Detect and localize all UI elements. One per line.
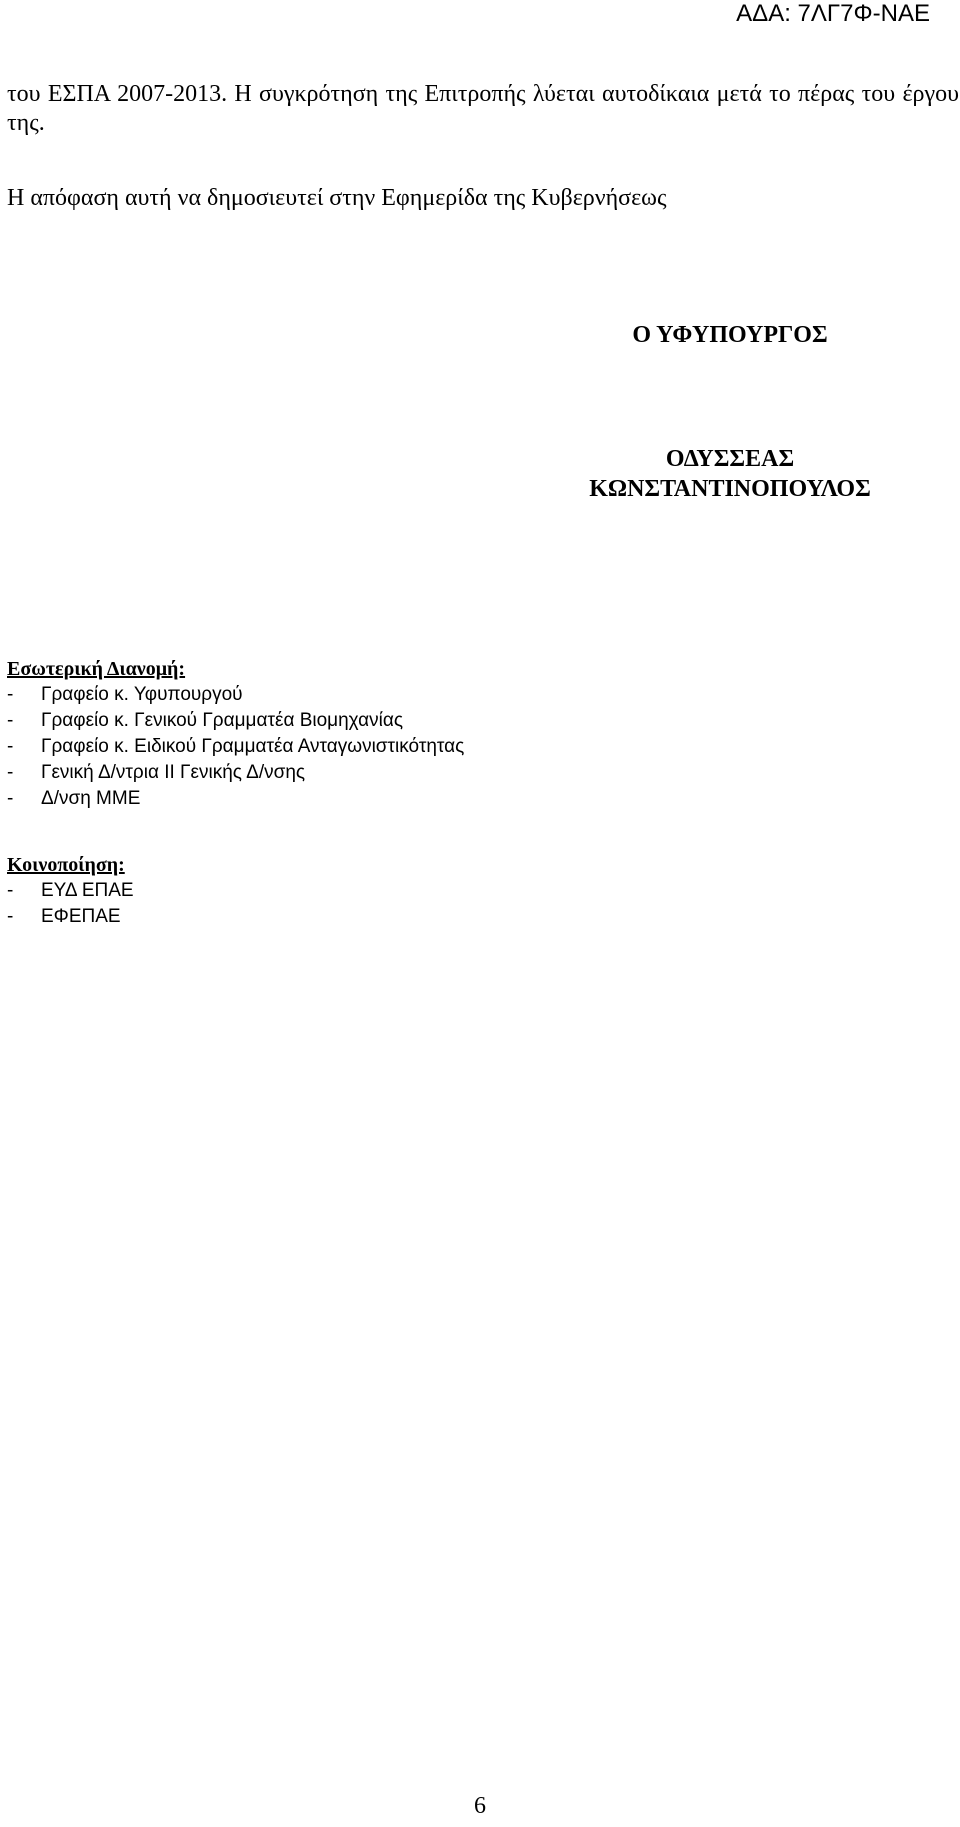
bullet-dash: - (7, 788, 14, 809)
bullet-dash: - (7, 762, 14, 783)
page-number: 6 (474, 1793, 486, 1819)
list-item (7, 734, 464, 760)
internal-distribution-heading: Εσωτερική Διανομή: (7, 658, 186, 680)
list-item-text: ΕΦΕΠΑΕ (41, 906, 121, 927)
list-item (7, 904, 134, 930)
list-item-text: ΕΥΔ ΕΠΑΕ (41, 880, 134, 901)
signatory-first-name: ΟΔΥΣΣΕΑΣ (665, 446, 795, 472)
list-item (7, 708, 464, 734)
list-item-text: Γενική Δ/ντρια ΙΙ Γενικής Δ/νσης (41, 762, 306, 783)
bullet-dash: - (7, 736, 14, 757)
bullet-dash: - (7, 710, 14, 731)
notification-section (7, 852, 134, 930)
signatory-last-name: ΚΩΝΣΤΑΝΤΙΝΟΠΟΥΛΟΣ (589, 476, 871, 502)
signature-title: Ο ΥΦΥΠΟΥΡΓΟΣ (632, 322, 828, 348)
notification-heading: Κοινοποίηση: (7, 854, 125, 876)
bullet-dash: - (7, 880, 14, 901)
list-item (7, 878, 134, 904)
publication-statement: Η απόφαση αυτή να δημοσιευτεί στην Εφημερίδα της Κυβερνήσεως (7, 185, 667, 211)
bullet-dash: - (7, 906, 14, 927)
list-item-text: Γραφείο κ. Ειδικού Γραμματέα Ανταγωνιστικότητας (41, 736, 465, 757)
list-item-text: Γραφείο κ. Γενικού Γραμματέα Βιομηχανίας (41, 710, 403, 731)
intro-paragraph: του ΕΣΠΑ 2007-2013. Η συγκρότηση της Επιτροπής λύεται αυτοδίκαια μετά το πέρας του έργου της. (7, 81, 959, 136)
signature-name-block (495, 444, 960, 504)
list-item (7, 786, 464, 812)
list-item-text: Δ/νση ΜΜΕ (41, 788, 141, 809)
bullet-dash: - (7, 684, 14, 705)
list-item (7, 760, 464, 786)
internal-distribution-section (7, 656, 464, 812)
list-item-text: Γραφείο κ. Υφυπουργού (41, 684, 243, 705)
list-item (7, 682, 464, 708)
ada-code: ΑΔΑ: 7ΛΓ7Φ-ΝΑΕ (736, 0, 930, 27)
